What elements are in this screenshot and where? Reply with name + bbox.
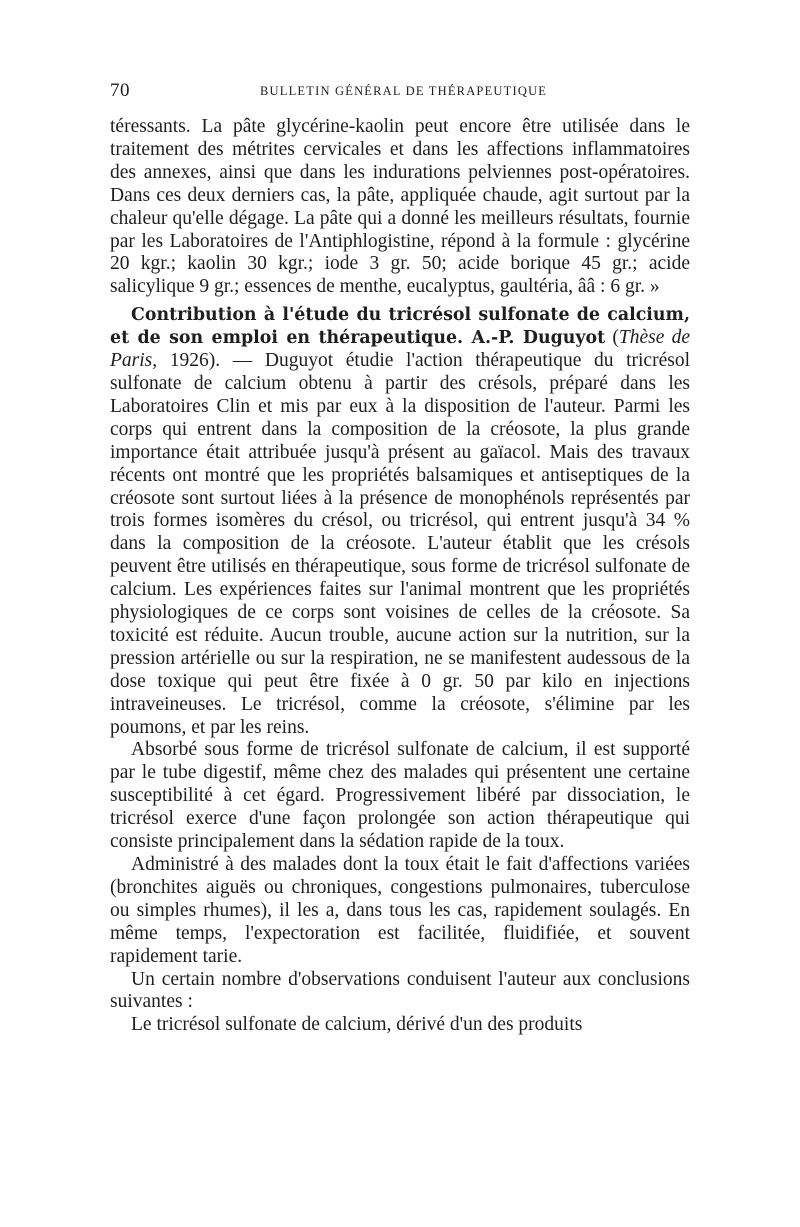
review-section	[110, 304, 690, 739]
source-year: 1926). —	[157, 350, 253, 372]
source-open-paren: (	[612, 327, 619, 349]
paragraph-administration: Administré à des malades dont la toux était le fait d'affections variées (bronchites aiguës ou chroniques, congestions pulmonaires, tuberculose ou simples rhumes), il les a, dans tous les cas, rapidement soulagés. En même temps, l'expectoration est facilitée, fluidifiée, et souvent rapidement tarie.	[110, 854, 690, 967]
paragraph-continuation: téressants. La pâte glycérine-kaolin peut encore être utilisée dans le traitement des métrites cervicales et dans les affections inflammatoires des annexes, ainsi que dans les indurations pelviennes post-opératoires. Dans ces deux derniers cas, la pâte, appliquée chaude, agit surtout par la chaleur qu'elle dégage. La pâte qui a donné les meilleurs résultats, fournie par les Laboratoires de l'Antiphlogistine, répond à la formule : glycérine 20 kgr.; kaolin 30 kgr.; iode 3 gr. 50; acide borique 45 gr.; acide salicylique 9 gr.; essences de menthe, eucalyptus, gaultéria, ââ : 6 gr. »	[110, 116, 690, 298]
section-text: Duguyot étudie l'action thérapeutique du tricrésol sulfonate de calcium obtenu à partir des crésols, préparé dans les Laboratoires Clin et mis par eux à la disposition de l'auteur. Parmi les corps qui entrent dans la composition de la créosote, la plus grande importance était attribuée jusqu'à présent au gaïacol. Mais des travaux récents ont montré que les propriétés balsamiques et antiseptiques de la créosote sont surtout liées à la présence de monophénols représentés par trois formes isomères du crésol, ou tricrésol, qui entrent jusqu'à 34 % dans la composition de la créosote. L'auteur établit que les crésols peuvent être utilisés en thérapeutique, sous forme de tricrésol sulfonate de calcium. Les expériences faites sur l'animal montrent que les propriétés physiologiques de ce corps sont voisines de celles de la créosote. Sa toxicité est réduite. Aucun trouble, aucune action sur la nutrition, sur la pression artérielle ou sur la respiration, ne se manifestent audessous de la dose toxique qui peut être fixée à 0 gr. 50 par kilo en injections intraveineuses. Le tricrésol, comme la créosote, s'élimine par les poumons, et par les reins.	[110, 350, 690, 738]
thesis-reference: Thèse de Paris,	[110, 327, 690, 372]
article-body	[110, 116, 690, 1037]
paragraph-conclusion-start: Le tricrésol sulfonate de calcium, dérivé d'un des produits	[131, 1014, 583, 1036]
section-heading: Contribution à l'étude du tricrésol sulfonate de calcium, et de son emploi en thérapeutique. A.-P. Duguyot	[110, 305, 690, 349]
running-title: BULLETIN GÉNÉRAL DE THÉRAPEUTIQUE	[260, 84, 548, 98]
paragraph-absorption: Absorbé sous forme de tricrésol sulfonate de calcium, il est supporté par le tube digestif, même chez des malades qui présentent une certaine susceptibilité à cet égard. Progressivement libéré par dissociation, le tricrésol exerce d'une façon prolongée son action thérapeutique qui consiste principalement dans la sédation rapide de la toux.	[110, 739, 690, 853]
page-header	[110, 80, 690, 102]
paragraph-observations: Un certain nombre d'observations conduisent l'auteur aux conclusions suivantes :	[110, 968, 690, 1013]
page-number: 70	[110, 80, 130, 101]
